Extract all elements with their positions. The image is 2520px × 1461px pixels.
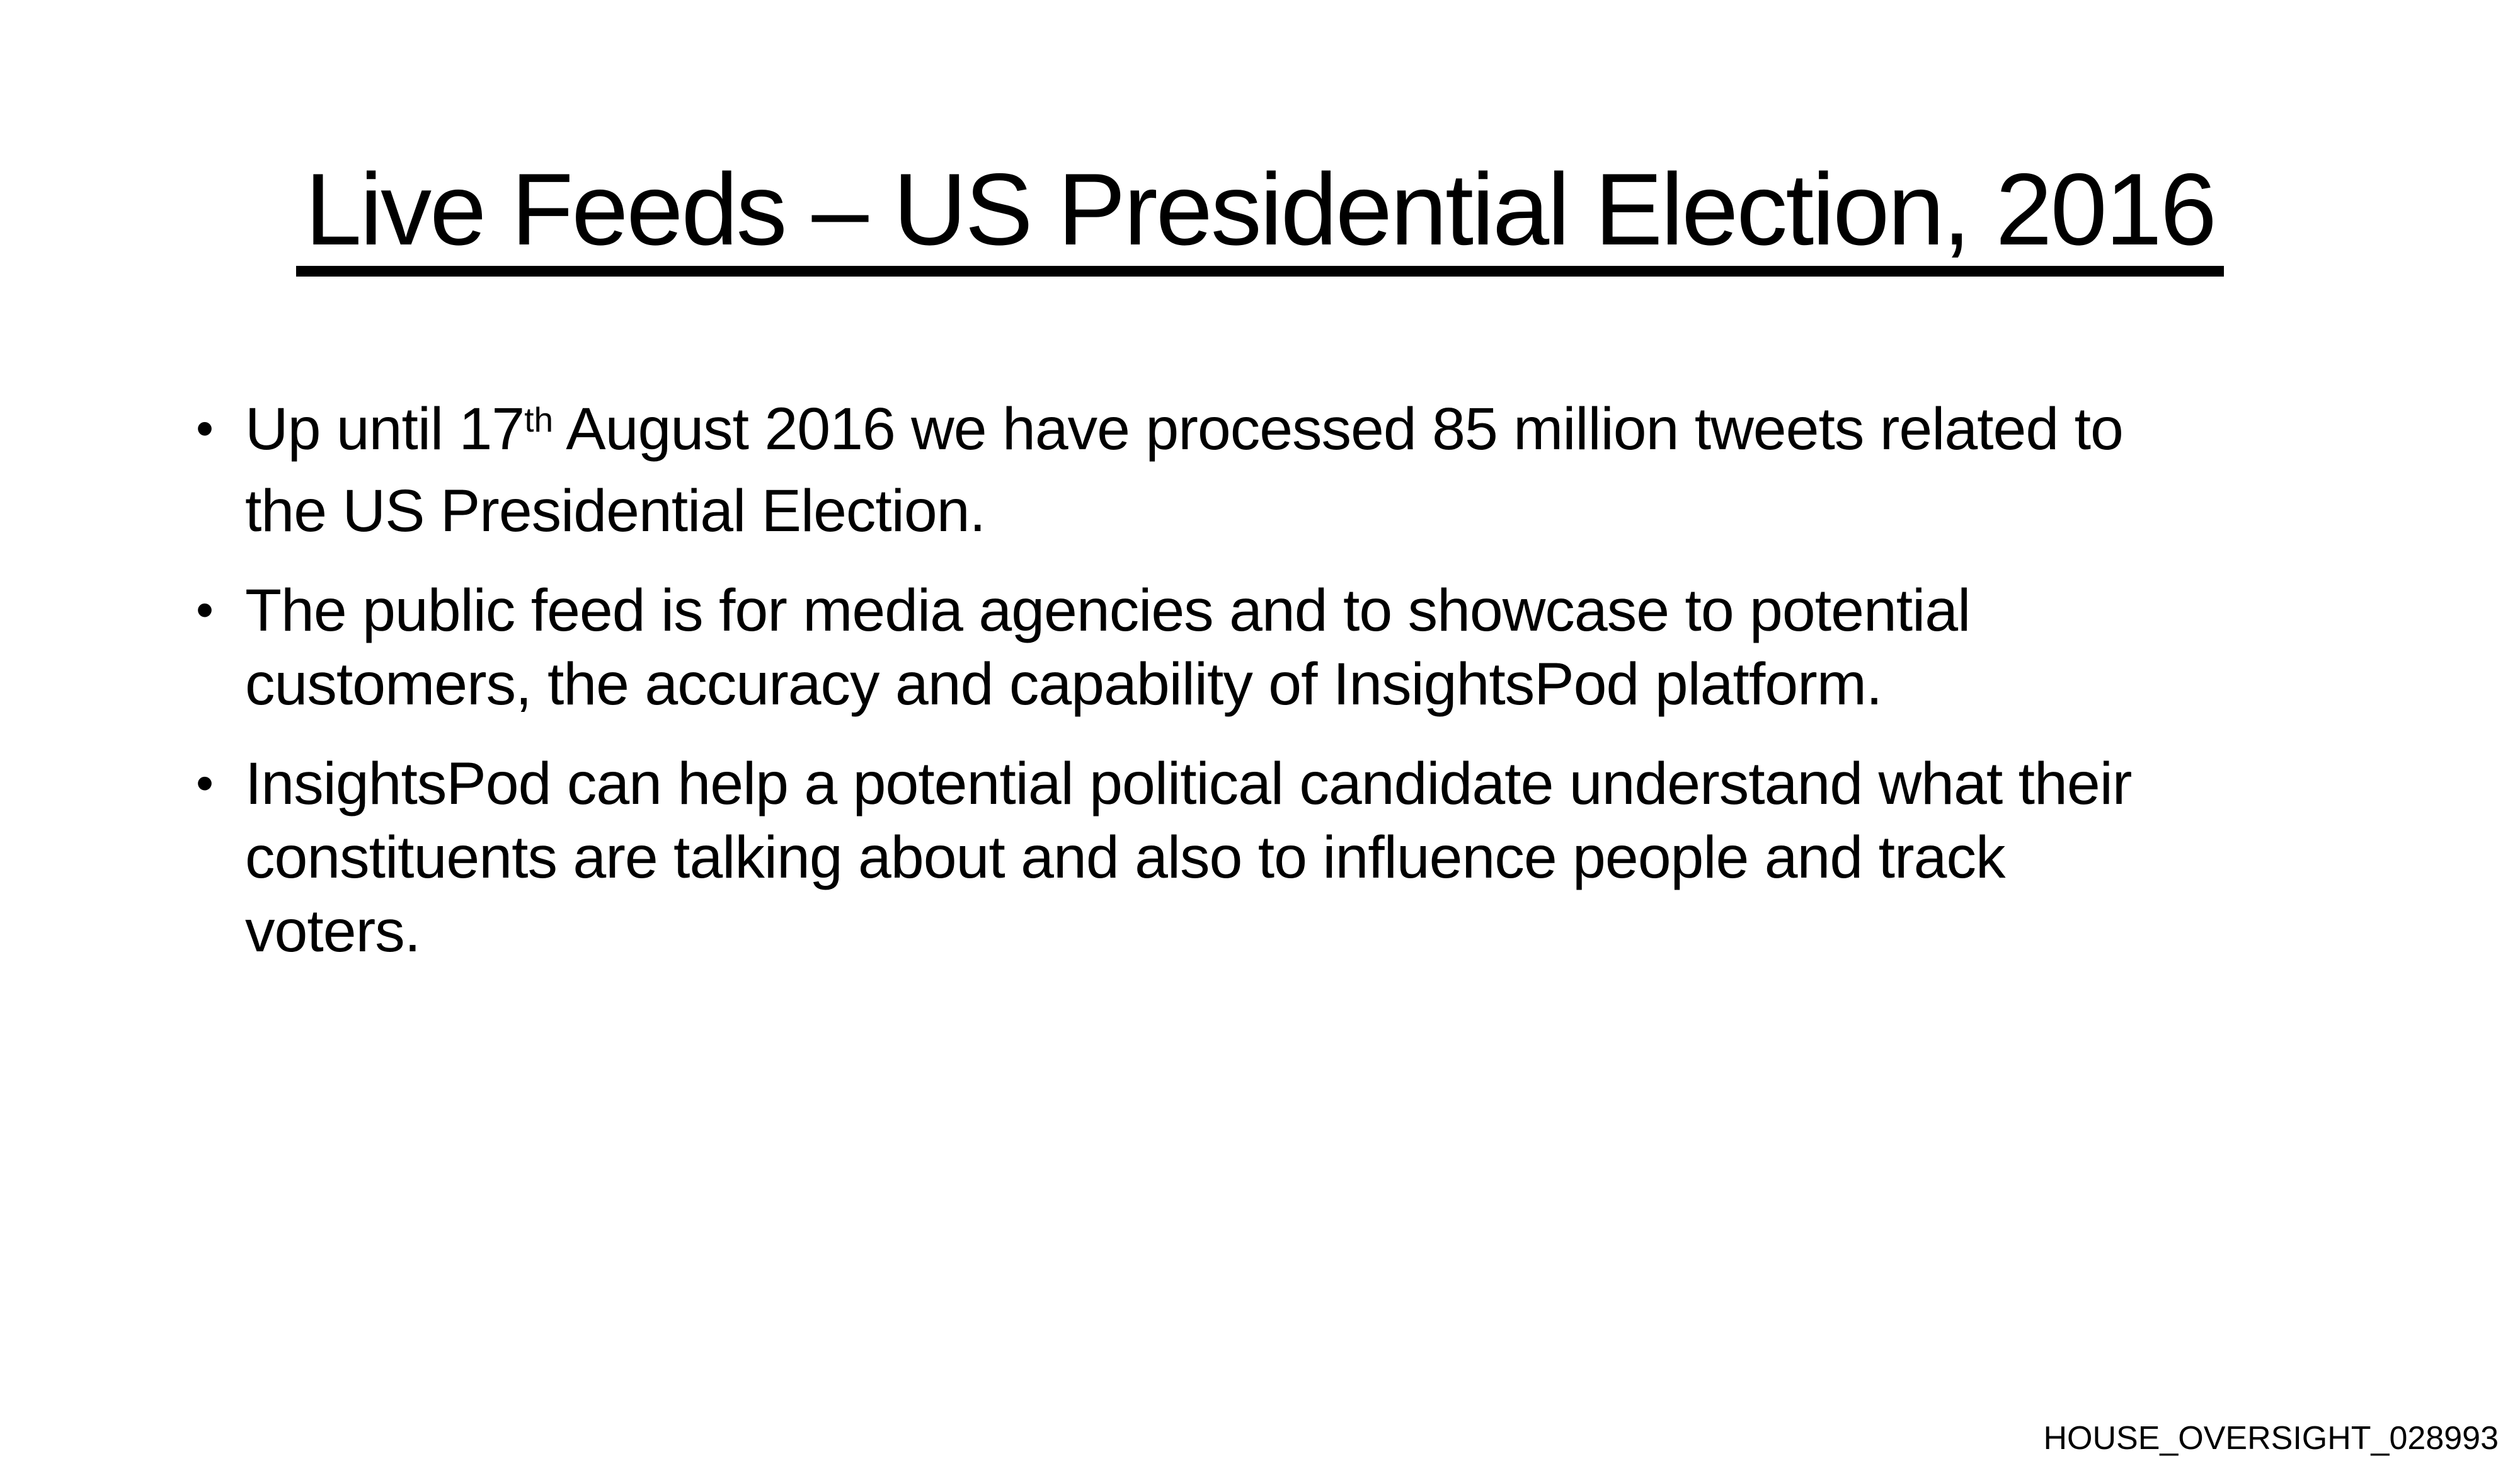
bates-stamp: HOUSE_OVERSIGHT_028993 [2043, 1420, 2499, 1457]
bullet-1-line-1-rest: August 2016 we have processed 85 million tweets related to [553, 396, 2123, 462]
bullet-icon: • [196, 400, 214, 456]
bullet-3-line-3-text: voters. [245, 898, 421, 965]
bullet-icon: • [196, 755, 214, 811]
bullet-2-line-1-text: The public feed is for media agencies and to showcase to potential [245, 577, 1971, 644]
slide-title: Live Feeds – US Presidential Election, 2016 [296, 159, 2224, 277]
bullet-1-line-2-text: the US Presidential Election. [245, 478, 985, 544]
bullet-3-line-2-text: constituents are talking about and also to influence people and track [245, 824, 2005, 891]
bullet-2-line-2-text: customers, the accuracy and capability of InsightsPod platform. [245, 651, 1882, 718]
bullet-1-line-1-text: Up until 17 [245, 396, 525, 462]
bullet-item-2 [196, 574, 2489, 721]
bullet-1-superscript: th [524, 400, 554, 440]
bullet-icon: • [196, 582, 214, 638]
bullet-3-line-1-text: InsightsPod can help a potential political candidate understand what their [245, 750, 2132, 817]
bullet-item-1 [196, 392, 2489, 548]
bullet-item-3 [196, 747, 2489, 968]
title-area [0, 152, 2520, 277]
bullet-list [196, 392, 2489, 994]
